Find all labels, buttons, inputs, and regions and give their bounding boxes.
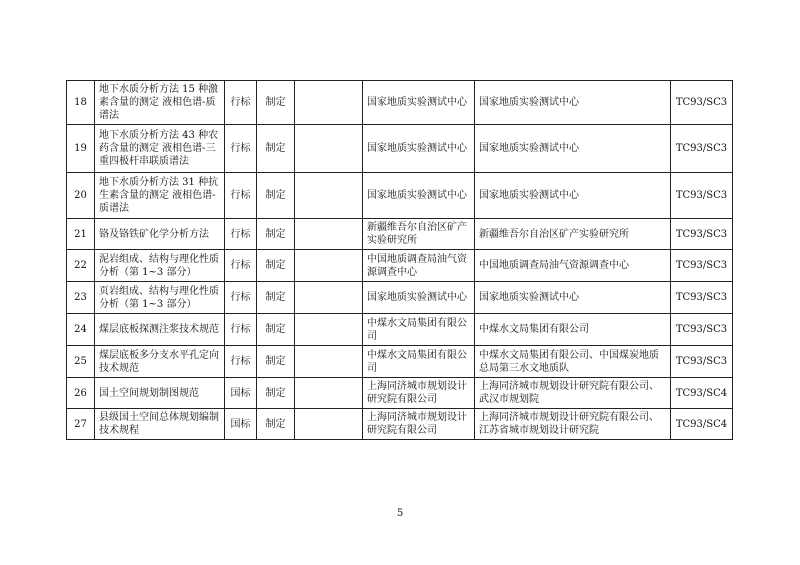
standard-name: 地下水质分析方法 43 种农药含量的测定 液相色谱-三重四极杆串联质谱法: [95, 125, 225, 173]
drafting-unit: 中煤水文局集团有限公司、中国煤炭地质总局第三水文地质队: [475, 346, 671, 378]
standard-nature: 制定: [257, 250, 295, 282]
drafter-cell: [295, 409, 363, 440]
standard-name: 铬及铬铁矿化学分析方法: [95, 219, 225, 250]
committee-code: TC93/SC3: [671, 219, 733, 250]
drafting-unit: 上海同济城市规划设计研究院有限公司、武汉市规划院: [475, 378, 671, 409]
proposer-unit: 上海同济城市规划设计研究院有限公司: [363, 409, 475, 440]
row-number: 26: [67, 378, 95, 409]
proposer-unit: 国家地质实验测试中心: [363, 282, 475, 314]
proposer-unit: 国家地质实验测试中心: [363, 81, 475, 125]
committee-code: TC93/SC3: [671, 81, 733, 125]
standard-nature: 制定: [257, 346, 295, 378]
drafting-unit: 国家地质实验测试中心: [475, 81, 671, 125]
proposer-unit: 上海同济城市规划设计研究院有限公司: [363, 378, 475, 409]
standard-nature: 制定: [257, 173, 295, 219]
proposer-unit: 国家地质实验测试中心: [363, 173, 475, 219]
committee-code: TC93/SC4: [671, 409, 733, 440]
standard-name: 地下水质分析方法 31 种抗生素含量的测定 液相色谱-质谱法: [95, 173, 225, 219]
row-number: 22: [67, 250, 95, 282]
table-row: [67, 125, 733, 173]
standard-type: 行标: [225, 346, 257, 378]
drafting-unit: 国家地质实验测试中心: [475, 125, 671, 173]
row-number: 24: [67, 314, 95, 346]
standards-table: [66, 80, 733, 440]
standard-name: 页岩组成、结构与理化性质分析（第 1~3 部分）: [95, 282, 225, 314]
drafting-unit: 国家地质实验测试中心: [475, 282, 671, 314]
drafter-cell: [295, 346, 363, 378]
drafter-cell: [295, 125, 363, 173]
table-row: [67, 81, 733, 125]
row-number: 19: [67, 125, 95, 173]
standard-name: 地下水质分析方法 15 种激素含量的测定 液相色谱-质谱法: [95, 81, 225, 125]
committee-code: TC93/SC3: [671, 314, 733, 346]
drafter-cell: [295, 173, 363, 219]
standard-nature: 制定: [257, 378, 295, 409]
row-number: 23: [67, 282, 95, 314]
table-row: [67, 409, 733, 440]
proposer-unit: 中国地质调查局油气资源调查中心: [363, 250, 475, 282]
standard-type: 行标: [225, 219, 257, 250]
table-row: [67, 378, 733, 409]
standard-nature: 制定: [257, 282, 295, 314]
drafter-cell: [295, 314, 363, 346]
row-number: 20: [67, 173, 95, 219]
row-number: 18: [67, 81, 95, 125]
row-number: 27: [67, 409, 95, 440]
committee-code: TC93/SC3: [671, 173, 733, 219]
standard-type: 行标: [225, 81, 257, 125]
standard-nature: 制定: [257, 409, 295, 440]
drafter-cell: [295, 378, 363, 409]
committee-code: TC93/SC3: [671, 125, 733, 173]
table-row: [67, 250, 733, 282]
standard-type: 行标: [225, 314, 257, 346]
standard-name: 国土空间规划制图规范: [95, 378, 225, 409]
standard-type: 国标: [225, 378, 257, 409]
drafting-unit: 上海同济城市规划设计研究院有限公司、江苏省城市规划设计研究院: [475, 409, 671, 440]
standard-nature: 制定: [257, 125, 295, 173]
drafter-cell: [295, 282, 363, 314]
committee-code: TC93/SC3: [671, 250, 733, 282]
table-row: [67, 282, 733, 314]
page-number: 5: [396, 508, 404, 519]
standard-type: 行标: [225, 250, 257, 282]
standard-name: 煤层底板多分支水平孔定向技术规范: [95, 346, 225, 378]
row-number: 21: [67, 219, 95, 250]
drafter-cell: [295, 250, 363, 282]
standard-nature: 制定: [257, 219, 295, 250]
committee-code: TC93/SC3: [671, 346, 733, 378]
proposer-unit: 中煤水文局集团有限公司: [363, 346, 475, 378]
row-number: 25: [67, 346, 95, 378]
table-row: [67, 346, 733, 378]
drafting-unit: 新疆维吾尔自治区矿产实验研究所: [475, 219, 671, 250]
standard-type: 行标: [225, 282, 257, 314]
standard-nature: 制定: [257, 314, 295, 346]
proposer-unit: 国家地质实验测试中心: [363, 125, 475, 173]
committee-code: TC93/SC3: [671, 282, 733, 314]
standard-type: 行标: [225, 125, 257, 173]
drafter-cell: [295, 81, 363, 125]
standard-type: 行标: [225, 173, 257, 219]
drafting-unit: 中国地质调查局油气资源调查中心: [475, 250, 671, 282]
table-row: [67, 219, 733, 250]
standard-type: 国标: [225, 409, 257, 440]
standard-name: 煤层底板探测注浆技术规范: [95, 314, 225, 346]
table-row: [67, 173, 733, 219]
standard-nature: 制定: [257, 81, 295, 125]
drafter-cell: [295, 219, 363, 250]
table-row: [67, 314, 733, 346]
standard-name: 泥岩组成、结构与理化性质分析（第 1~3 部分）: [95, 250, 225, 282]
proposer-unit: 新疆维吾尔自治区矿产实验研究所: [363, 219, 475, 250]
proposer-unit: 中煤水文局集团有限公司: [363, 314, 475, 346]
standard-name: 县级国土空间总体规划编制技术规程: [95, 409, 225, 440]
drafting-unit: 国家地质实验测试中心: [475, 173, 671, 219]
committee-code: TC93/SC4: [671, 378, 733, 409]
drafting-unit: 中煤水文局集团有限公司: [475, 314, 671, 346]
